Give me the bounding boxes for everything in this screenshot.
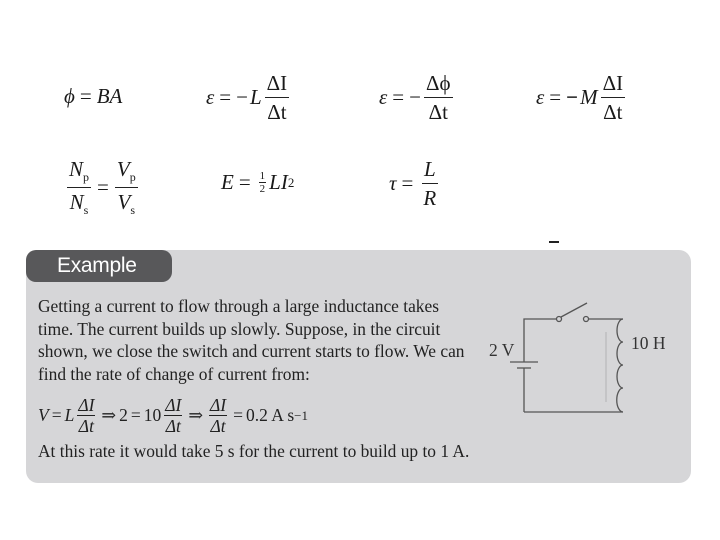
denominator: R	[423, 186, 437, 211]
formula-faraday-law	[379, 72, 456, 123]
formula-transformer-ratio	[64, 158, 141, 216]
symbol-emf: ε	[536, 85, 545, 110]
symbol-inductance: L	[249, 85, 262, 110]
fraction-half	[259, 170, 267, 195]
inductor-coil-icon	[617, 319, 623, 412]
equals-sign: =	[238, 170, 251, 195]
minus-sign: −	[409, 85, 421, 110]
symbol-emf: ε	[206, 85, 215, 110]
formula-magnetic-flux	[64, 84, 122, 109]
example-body-text: Getting a current to flow through a large inductance takes time. The current builds up slowly. Suppose, in the circuit shown, we close the switch and current starts to flow. We can find the rate of change of current from:	[38, 296, 465, 384]
denominator: Δt	[165, 416, 181, 437]
numerator: ΔI	[265, 72, 290, 98]
numerator: 1	[259, 170, 266, 182]
denominator: Δt	[267, 100, 287, 125]
result-value: 0.2 A s	[245, 405, 295, 426]
subscript: p	[83, 170, 90, 184]
switch-terminal	[584, 317, 589, 322]
exponent: 2	[287, 174, 295, 190]
denominator: Δt	[603, 100, 623, 125]
symbol-inductance: L	[64, 405, 75, 426]
formula-rhs: BA	[96, 84, 123, 108]
equals-sign: =	[233, 405, 243, 426]
switch-lever-icon	[561, 303, 587, 317]
symbol-mutual-inductance: M	[580, 85, 598, 110]
formula-self-induced-emf	[206, 72, 292, 123]
fraction	[265, 72, 290, 123]
fraction-turns	[67, 158, 91, 216]
numerator: ΔI	[78, 395, 95, 415]
numerator: ΔI	[165, 395, 182, 415]
equals-sign: =	[51, 405, 62, 426]
equals-sign: =	[97, 174, 109, 199]
numerator: ΔI	[210, 395, 227, 415]
numerator: Δϕ	[424, 72, 453, 98]
subscript: p	[129, 170, 136, 184]
symbol-n: N	[69, 189, 84, 214]
symbol-n: N	[69, 157, 84, 181]
clipped-formula-fragment	[549, 241, 559, 243]
implies-arrow: ⇒	[101, 405, 117, 426]
switch-terminal	[557, 317, 562, 322]
symbol-emf: ε	[379, 85, 388, 110]
minus-sign: −	[566, 85, 579, 110]
fraction	[164, 396, 182, 436]
symbol-v: V	[38, 405, 49, 426]
equals-sign: =	[130, 405, 141, 426]
wire	[524, 319, 557, 356]
numerator: ΔI	[601, 72, 626, 98]
subscript: s	[130, 202, 136, 217]
conclusion-text: At this rate it would take 5 s for the current to build up to 1 A.	[38, 441, 470, 461]
denominator: Δt	[78, 416, 94, 437]
numerator: L	[422, 158, 438, 184]
symbol-v: V	[117, 189, 131, 214]
example-tab-label	[26, 250, 172, 282]
voltage-label: 2 V	[489, 340, 515, 360]
equals-sign: =	[401, 171, 414, 196]
exponent: −1	[294, 407, 308, 423]
equals-sign: =	[219, 85, 232, 110]
fraction-voltage	[115, 158, 138, 216]
fraction	[424, 72, 453, 123]
inductance-label: 10 H	[631, 333, 666, 353]
formula-time-constant	[389, 158, 441, 209]
example-paragraph	[38, 295, 468, 385]
value-two: 2	[119, 405, 128, 426]
symbol-tau: τ	[389, 171, 397, 196]
implies-arrow: ⇒	[188, 405, 203, 426]
example-heading: Example	[57, 254, 137, 277]
example-conclusion	[38, 441, 469, 462]
denominator: Δt	[210, 416, 226, 437]
formula-rhs: LI	[269, 170, 288, 195]
equals-sign: =	[79, 84, 92, 108]
fraction	[209, 396, 227, 436]
denominator: Δt	[428, 100, 448, 125]
fraction	[601, 72, 626, 123]
fraction	[77, 396, 95, 436]
symbol-v: V	[116, 157, 130, 181]
minus-sign: −	[236, 85, 248, 110]
example-calculation	[38, 396, 308, 436]
denominator: 2	[259, 183, 266, 196]
formula-inductor-energy	[221, 170, 294, 195]
symbol-phi: ϕ	[64, 84, 75, 108]
value-ten: 10	[143, 405, 162, 426]
subscript: s	[83, 202, 89, 217]
fraction	[421, 158, 438, 209]
symbol-energy: E	[221, 170, 234, 195]
equals-sign: =	[392, 85, 405, 110]
equals-sign: =	[549, 85, 562, 110]
formula-mutual-induction	[536, 72, 628, 123]
